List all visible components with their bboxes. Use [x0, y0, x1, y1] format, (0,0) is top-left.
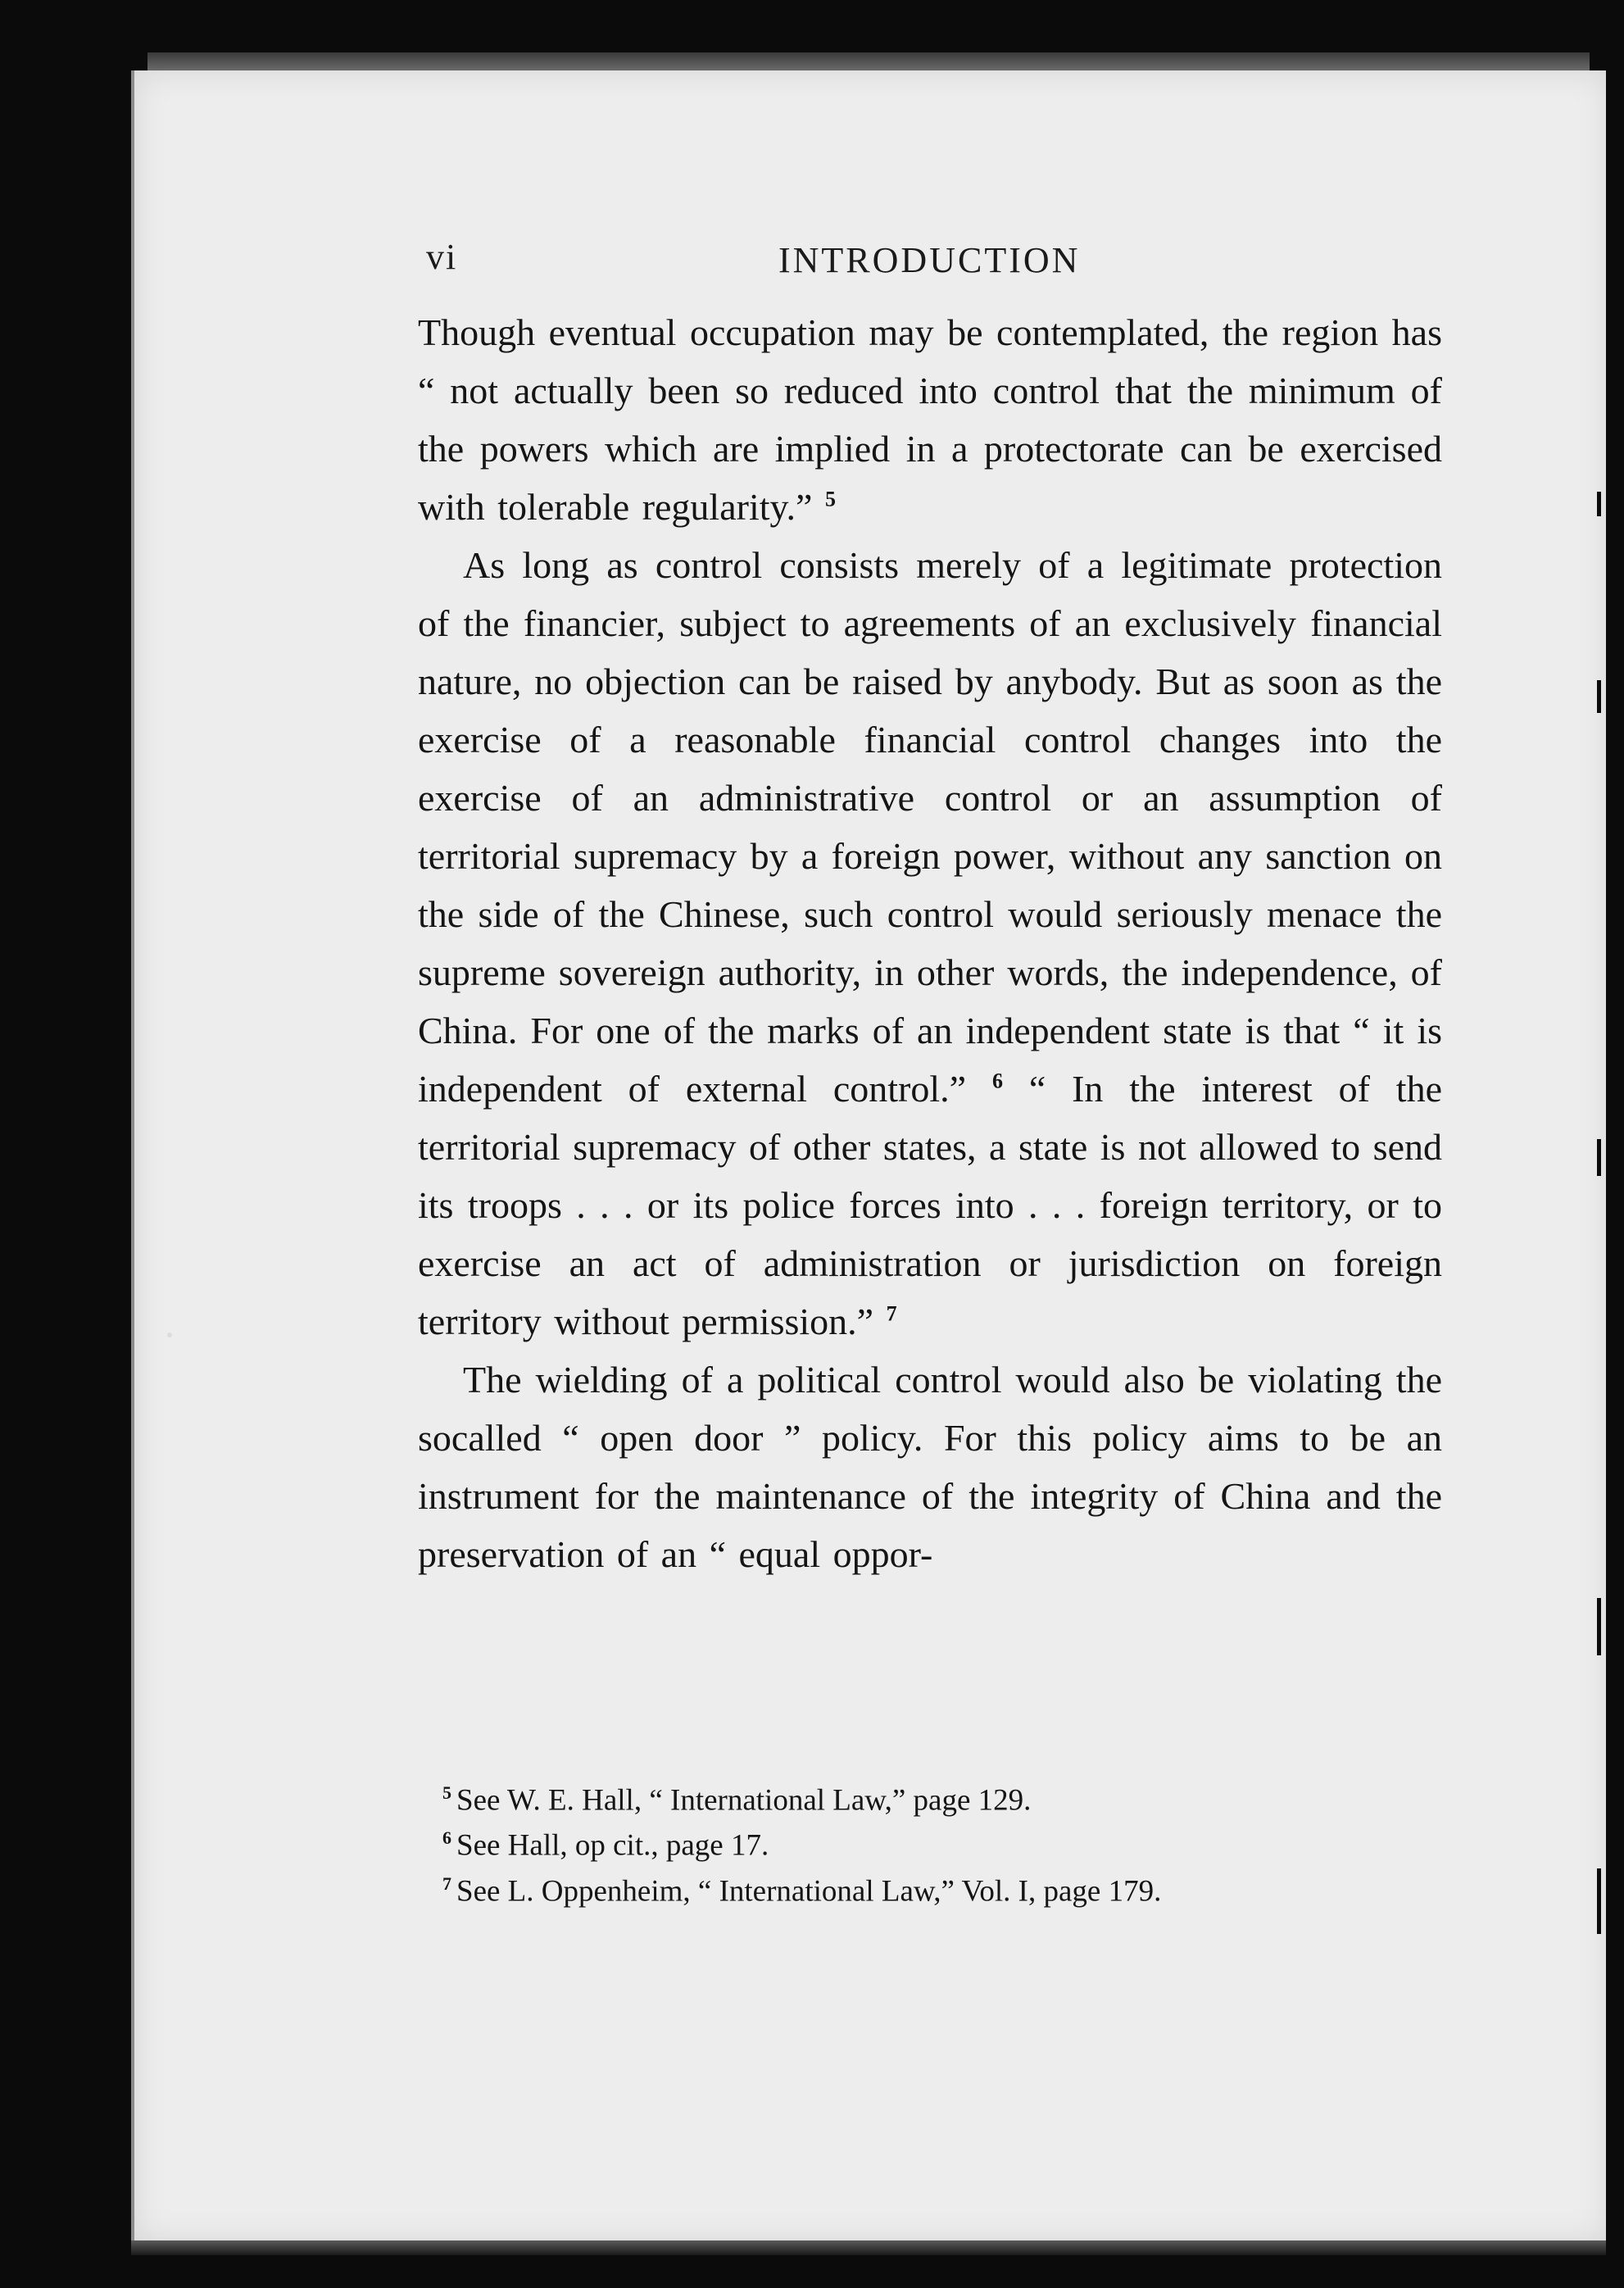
paragraph — [418, 536, 1442, 1351]
footnote-reference: 5 — [824, 487, 836, 511]
body-text — [418, 303, 1442, 1583]
edge-mark — [1597, 492, 1601, 516]
page-top-shadow — [147, 52, 1590, 70]
footnote-text: See L. Oppenheim, “ International Law,” Vol. I, page 179. — [456, 1873, 1162, 1908]
footnote-text: See Hall, op cit., page 17. — [456, 1828, 769, 1863]
footnotes — [442, 1774, 1426, 1910]
footnote-reference: 7 — [886, 1301, 897, 1326]
page-right-edge — [1606, 49, 1624, 2262]
page-bottom-edge — [131, 2240, 1606, 2255]
paragraph-text: “ In the interest of the territorial supremacy of other states, a state is not allowed to send its troops . . . or its police forces into . . . foreign territory, or to exercise an act of administration or jurisdiction on foreign territory without permission.” — [418, 1068, 1442, 1342]
paragraph — [418, 1351, 1442, 1583]
paragraph-text: As long as control consists merely of a legitimate protection of the financier, subject to agreements of an exclusively financial nature, no objection can be raised by anybody. But as soon as the exercise of a reasonable financial control changes into the exercise of an administrative control or an assumption of territorial supremacy by a foreign power, without any sanction on the side of the Chinese, such control would seriously menace the supreme sovereign authority, in other words, the independence, of China. For one of the marks of an independent state is that “ it is independent of external control.” — [418, 544, 1442, 1110]
footnote-number: 7 — [442, 1873, 451, 1894]
footnote — [442, 1865, 1426, 1910]
paragraph-text: Though eventual occupation may be contemplated, the region has “ not actually been so reduced into control that the minimum of the powers which are implied in a protectorate can be exercised with tolerable regularity.” — [418, 311, 1442, 528]
paragraph-text: The wielding of a political control would also be violating the socalled “ open door ” policy. For this policy aims to be an instrument for the maintenance of the integrity of China and the preservation of an “ equal oppor- — [418, 1359, 1442, 1575]
footnote-number: 6 — [442, 1827, 451, 1849]
footnote-reference: 6 — [991, 1069, 1003, 1093]
chapter-title: INTRODUCTION — [778, 240, 1081, 280]
footnote — [442, 1774, 1426, 1819]
edge-mark — [1597, 680, 1601, 713]
edge-mark — [1597, 1598, 1601, 1655]
paragraph — [418, 303, 1442, 536]
footnote-number: 5 — [442, 1782, 451, 1803]
edge-mark — [1597, 1868, 1601, 1934]
footnote — [442, 1819, 1426, 1864]
paper-speck — [167, 1332, 172, 1337]
footnote-text: See W. E. Hall, “ International Law,” page 129. — [456, 1783, 1032, 1818]
edge-mark — [1597, 1139, 1601, 1176]
page-number: vi — [426, 237, 458, 277]
